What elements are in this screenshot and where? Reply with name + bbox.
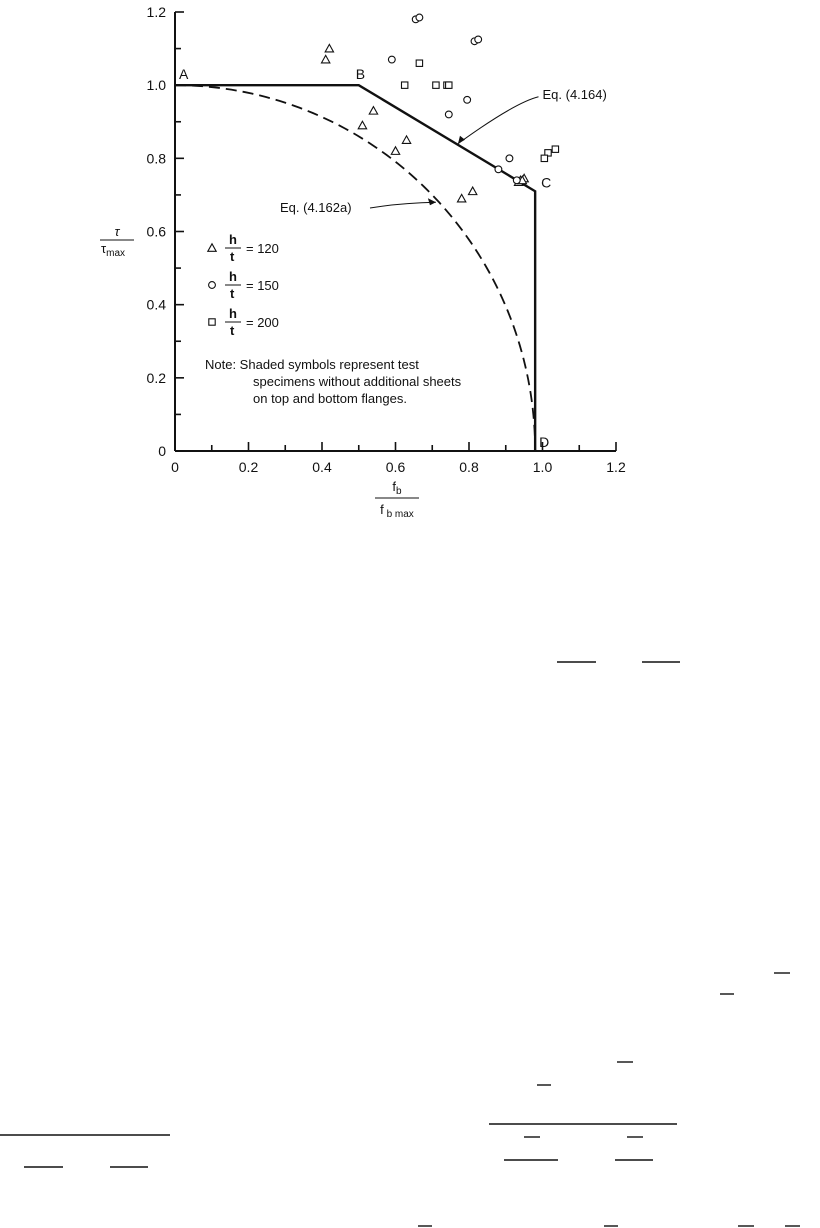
page-fragments [0, 662, 800, 1226]
point-label-a: A [179, 66, 189, 83]
x-tick-label: 0.6 [385, 459, 406, 475]
triangle-data-point [325, 44, 333, 52]
y-tick-label: 0 [158, 443, 166, 459]
annotation-eq-4-162a: Eq. (4.162a) [280, 200, 352, 215]
square-data-point [552, 146, 558, 152]
legend [208, 232, 279, 338]
annotation-arrow-line [370, 202, 436, 208]
legend-value: = 200 [246, 315, 279, 330]
legend-ratio-denominator: t [230, 249, 235, 264]
x-tick-label: 0.2 [238, 459, 259, 475]
legend-value: = 150 [246, 278, 279, 293]
y-tick-label: 0.8 [146, 150, 166, 167]
circle-data-point [445, 111, 452, 118]
triangle-data-point [321, 55, 329, 63]
annotation-eq-4-164: Eq. (4.164) [542, 86, 607, 102]
circle-data-point [495, 166, 502, 173]
legend-ratio-denominator: t [230, 323, 235, 338]
point-label-d: D [539, 434, 550, 450]
y-tick-label: 0.2 [146, 369, 166, 386]
x-axis-label-numerator-sub: b [396, 486, 402, 497]
x-tick-label: 1.2 [606, 459, 626, 475]
circle-data-point [416, 14, 423, 21]
circle-data-point [506, 155, 513, 162]
square-data-point [433, 82, 439, 88]
x-tick-label: 1.0 [532, 459, 553, 475]
note-line: specimens without additional sheets [253, 374, 462, 389]
legend-ratio-numerator: h [229, 269, 237, 284]
triangle-data-point [402, 136, 410, 144]
circle-data-point [388, 56, 395, 63]
legend-square-icon [209, 319, 215, 325]
triangle-data-point [391, 147, 399, 155]
y-axis-label-denominator: $\tau_{max}$ [100, 241, 126, 259]
x-tick-label: 0.4 [312, 459, 332, 475]
y-axis-label-denominator-sub: max [106, 248, 126, 259]
triangle-data-point [457, 194, 465, 202]
y-axis-label-numerator: τ [114, 224, 120, 239]
circle-data-point [464, 96, 471, 103]
data-markers [321, 14, 558, 202]
note-line: Note: Shaded symbols represent test [205, 357, 419, 372]
legend-circle-icon [209, 282, 216, 289]
square-data-point [416, 60, 422, 66]
square-data-point [446, 82, 452, 88]
y-tick-label: 1.2 [146, 4, 166, 20]
point-label-b: B [355, 66, 366, 83]
point-label-c: C [541, 174, 552, 191]
triangle-data-point [369, 107, 377, 115]
annotation-arrowhead [428, 198, 436, 205]
annotation-arrow-line [458, 97, 539, 144]
legend-value: = 120 [246, 241, 279, 256]
legend-triangle-icon [208, 244, 216, 252]
legend-ratio-numerator: h [229, 232, 237, 247]
legend-ratio-denominator: t [230, 286, 235, 301]
y-tick-label: 1.0 [146, 77, 166, 94]
triangle-data-point [358, 121, 366, 129]
note [205, 357, 462, 406]
x-axis-label-denominator: f $_{b max}$ [380, 502, 414, 520]
note-line: on top and bottom flanges. [253, 391, 407, 406]
x-tick-label: 0.8 [459, 459, 479, 475]
triangle-data-point [468, 187, 476, 195]
x-axis-label-denominator-sub: b max [383, 509, 414, 520]
x-tick-label: 0 [171, 459, 179, 475]
y-tick-label: 0.6 [146, 223, 166, 240]
x-axis-label-numerator: $f_b$ [392, 479, 402, 497]
annotation-arrowhead [458, 136, 465, 144]
square-data-point [541, 155, 547, 161]
circle-data-point [513, 177, 520, 184]
legend-ratio-numerator: h [229, 306, 237, 321]
circle-data-point [475, 36, 482, 43]
y-tick-label: 0.4 [146, 296, 166, 313]
square-data-point [401, 82, 407, 88]
